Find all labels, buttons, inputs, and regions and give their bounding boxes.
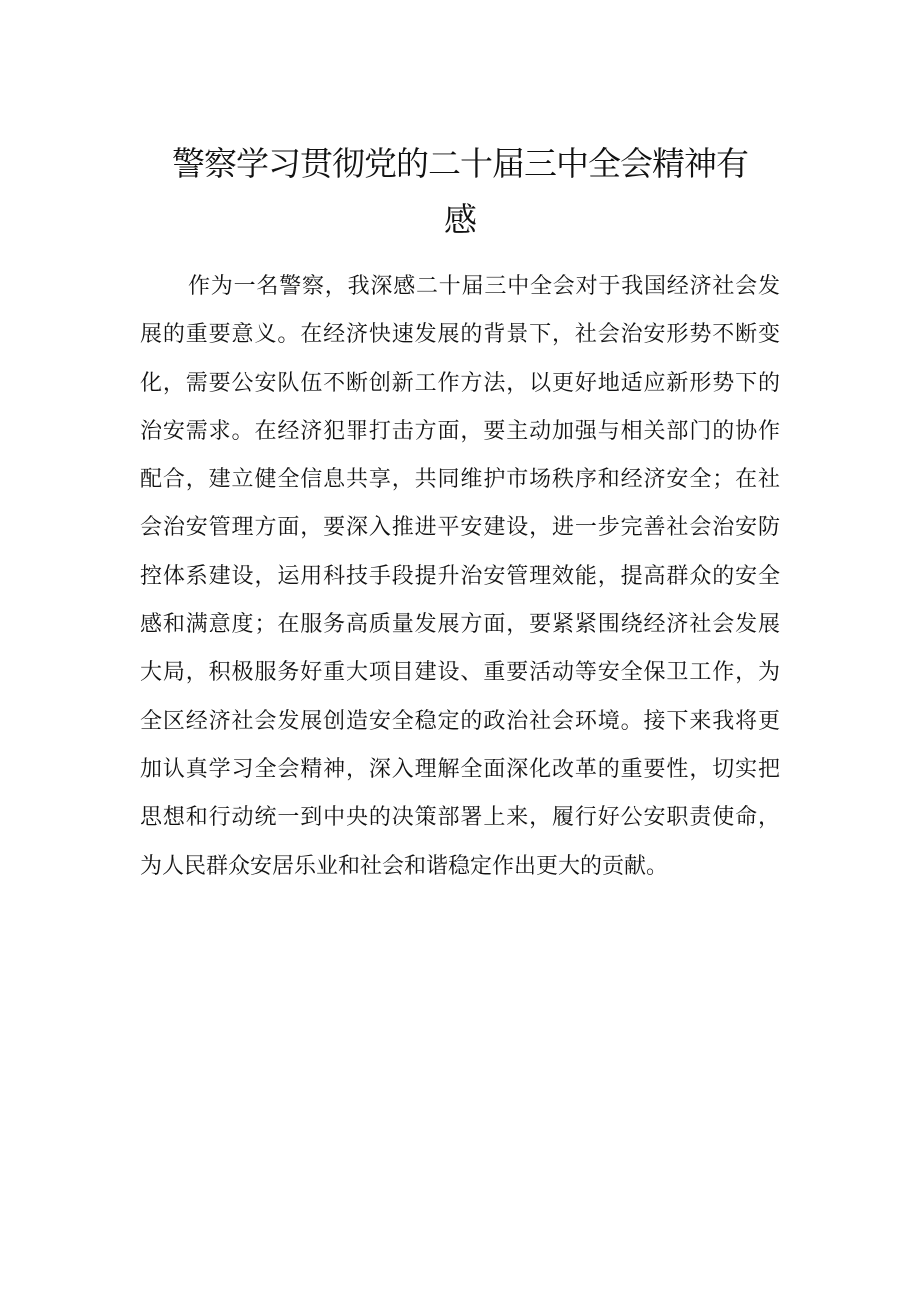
paragraph-line: 全区经济社会发展创造安全稳定的政治社会环境。接下来我将更 bbox=[140, 708, 780, 734]
body-paragraph bbox=[140, 263, 780, 891]
paragraph-line: 为人民群众安居乐业和社会和谐稳定作出更大的贡献。 bbox=[140, 853, 669, 879]
title-line-1: 警察学习贯彻党的二十届三中全会精神有 bbox=[172, 144, 748, 183]
paragraph-line: 加认真学习全会精神，深入理解全面深化改革的重要性，切实把 bbox=[140, 756, 780, 782]
title-line-2: 感 bbox=[444, 200, 476, 239]
paragraph-line: 治安需求。在经济犯罪打击方面，要主动加强与相关部门的协作 bbox=[140, 418, 780, 444]
paragraph-line: 配合，建立健全信息共享，共同维护市场秩序和经济安全；在社 bbox=[140, 467, 780, 493]
paragraph-line: 思想和行动统一到中央的决策部署上来，履行好公安职责使命， bbox=[140, 805, 780, 831]
paragraph-line: 会治安管理方面，要深入推进平安建设，进一步完善社会治安防 bbox=[140, 515, 780, 541]
paragraph-line: 大局，积极服务好重大项目建设、重要活动等安全保卫工作，为 bbox=[140, 660, 780, 686]
paragraph-line: 感和满意度；在服务高质量发展方面，要紧紧围绕经济社会发展 bbox=[140, 612, 780, 638]
paragraph-line: 化，需要公安队伍不断创新工作方法，以更好地适应新形势下的 bbox=[140, 370, 780, 396]
paragraph-line: 展的重要意义。在经济快速发展的背景下，社会治安形势不断变 bbox=[140, 322, 780, 348]
document-title bbox=[140, 136, 780, 248]
paragraph-line: 作为一名警察，我深感二十届三中全会对于我国经济社会发 bbox=[188, 274, 780, 299]
paragraph-line: 控体系建设，运用科技手段提升治安管理效能，提高群众的安全 bbox=[140, 563, 780, 589]
